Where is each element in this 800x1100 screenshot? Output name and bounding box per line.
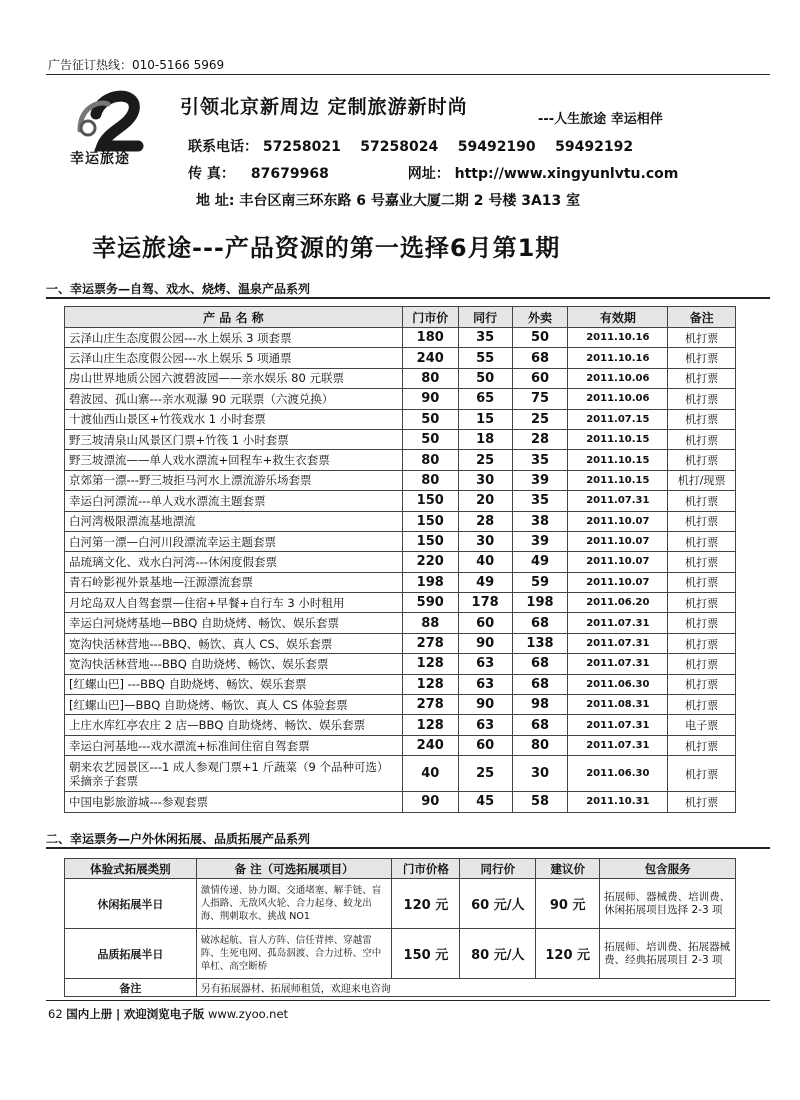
suggest-price-cell: 120 元 [536, 929, 600, 979]
valid-date-cell: 2011.10.31 [568, 792, 668, 812]
table-row [65, 695, 736, 715]
retail-price-cell: 150 [402, 491, 458, 511]
note-cell: 机打票 [668, 695, 736, 715]
table-row [65, 715, 736, 735]
fax-label: 传 真： [188, 166, 235, 182]
trade-price-cell: 60 [458, 613, 512, 633]
note-cell: 机打票 [668, 633, 736, 653]
table-row [65, 572, 736, 592]
contact-address [196, 190, 580, 210]
phone-numbers: 57258021 57258024 59492190 59492192 [262, 139, 634, 155]
sale-price-cell: 68 [512, 348, 568, 368]
trade-price-cell: 50 [458, 368, 512, 388]
product-name-cell: 十渡仙西山景区+竹筏戏水 1 小时套票 [65, 409, 403, 429]
sale-price-cell: 39 [512, 531, 568, 551]
product-name-cell: 房山世界地质公园六渡碧波园——亲水娱乐 80 元联票 [65, 368, 403, 388]
valid-date-cell: 2011.07.31 [568, 715, 668, 735]
product-name-cell: 白河湾极限漂流基地漂流 [65, 511, 403, 531]
retail-price-cell: 50 [402, 429, 458, 449]
table-row [65, 654, 736, 674]
trade-price-cell: 40 [458, 552, 512, 572]
valid-date-cell: 2011.07.15 [568, 409, 668, 429]
retail-price-cell: 90 [402, 389, 458, 409]
trade-price-cell: 65 [458, 389, 512, 409]
note-cell: 机打票 [668, 613, 736, 633]
product-table [64, 306, 736, 813]
section2-divider [46, 847, 770, 849]
valid-date-cell: 2011.10.07 [568, 511, 668, 531]
section1-divider [46, 297, 770, 299]
retail-price-cell: 198 [402, 572, 458, 592]
product-name-cell: 品琉璃文化、戏水白河湾---休闲度假套票 [65, 552, 403, 572]
trade-price-cell: 55 [458, 348, 512, 368]
sale-price-cell: 68 [512, 674, 568, 694]
retail-price-cell: 80 [402, 470, 458, 490]
sale-price-cell: 35 [512, 491, 568, 511]
note-cell: 机打/现票 [668, 470, 736, 490]
retail-price-cell: 50 [402, 409, 458, 429]
table-row [65, 879, 736, 929]
retail-price-cell: 128 [402, 654, 458, 674]
product-name-cell: 野三坡清泉山风景区门票+竹筏 1 小时套票 [65, 429, 403, 449]
table-row [65, 792, 736, 812]
valid-date-cell: 2011.10.16 [568, 328, 668, 348]
trade-price-cell: 25 [458, 450, 512, 470]
valid-date-cell: 2011.07.31 [568, 654, 668, 674]
logo-text: 幸运旅途 [70, 151, 130, 167]
valid-date-cell: 2011.10.15 [568, 429, 668, 449]
top-divider [46, 74, 770, 75]
product-name-cell: 上庄水库红亭农庄 2 店—BBQ 自助烧烤、畅饮、娱乐套票 [65, 715, 403, 735]
table-row [65, 409, 736, 429]
sale-price-cell: 50 [512, 328, 568, 348]
retail-price-cell: 278 [402, 695, 458, 715]
note-cell: 电子票 [668, 715, 736, 735]
valid-date-cell: 2011.08.31 [568, 695, 668, 715]
product-name-cell: 京郊第一漂---野三坡拒马河水上漂流游乐场套票 [65, 470, 403, 490]
page-number: 62 [48, 1007, 63, 1021]
remark-text: 另有拓展器材、拓展师租赁，欢迎来电咨询 [196, 979, 735, 997]
product-name-cell: [红螺山巴]—BBQ 自助烧烤、畅饮、真人 CS 体验套票 [65, 695, 403, 715]
trade-price-cell: 35 [458, 328, 512, 348]
table-row [65, 328, 736, 348]
remark-row [65, 979, 736, 997]
col-header: 同行 [458, 307, 512, 328]
valid-date-cell: 2011.07.31 [568, 735, 668, 755]
table-header-row [65, 859, 736, 879]
trade-price-cell: 63 [458, 654, 512, 674]
retail-price-cell: 220 [402, 552, 458, 572]
valid-date-cell: 2011.06.30 [568, 756, 668, 792]
product-name-cell: 青石岭影视外景基地—汪源漂流套票 [65, 572, 403, 592]
col-header: 门市价格 [392, 859, 460, 879]
retail-price-cell: 40 [402, 756, 458, 792]
trade-price-cell: 30 [458, 531, 512, 551]
col-header: 同行价 [460, 859, 536, 879]
table-header-row [65, 307, 736, 328]
product-name-cell: 中国电影旅游城---参观套票 [65, 792, 403, 812]
trade-price-cell: 49 [458, 572, 512, 592]
table-row [65, 593, 736, 613]
expansion-table [64, 858, 736, 997]
table-row [65, 368, 736, 388]
product-name-cell: 月坨岛双人自驾套票—住宿+早餐+自行车 3 小时租用 [65, 593, 403, 613]
ad-hotline: 广告征订热线：010-5166 5969 [48, 58, 225, 72]
trade-price-cell: 63 [458, 715, 512, 735]
web-label: 网址： [407, 166, 450, 182]
note-cell: 机打票 [668, 792, 736, 812]
note-cell: 机打票 [668, 328, 736, 348]
section2-title: 二、幸运票务—户外休闲拓展、品质拓展产品系列 [46, 832, 311, 846]
note-cell: 机打票 [668, 531, 736, 551]
note-cell: 机打票 [668, 389, 736, 409]
product-name-cell: [红螺山巴] ---BBQ 自助烧烤、畅饮、娱乐套票 [65, 674, 403, 694]
col-header: 有效期 [568, 307, 668, 328]
retail-price-cell: 80 [402, 450, 458, 470]
note-cell: 机打票 [668, 572, 736, 592]
col-header: 产 品 名 称 [65, 307, 403, 328]
note-cell: 机打票 [668, 491, 736, 511]
col-header: 备注 [668, 307, 736, 328]
sale-price-cell: 80 [512, 735, 568, 755]
note-cell: 机打票 [668, 674, 736, 694]
footer-site-link[interactable]: www.zyoo.net [207, 1007, 289, 1021]
contact-fax-web [188, 163, 678, 183]
trade-price-cell: 20 [458, 491, 512, 511]
service-cell: 拓展师、器械费、培训费、休闲拓展项目选择 2-3 项 [600, 879, 736, 929]
trade-price-cell: 15 [458, 409, 512, 429]
trade-price-cell: 178 [458, 593, 512, 613]
sale-price-cell: 25 [512, 409, 568, 429]
items-cell: 破冰起航、盲人方阵、信任背摔、穿越雷阵、生死电网、孤岛泅渡、合力过桥、空中单杠、高空断桥 [196, 929, 392, 979]
product-name-cell: 云泽山庄生态度假公园---水上娱乐 3 项套票 [65, 328, 403, 348]
trade-price-cell: 18 [458, 429, 512, 449]
trade-price-cell: 63 [458, 674, 512, 694]
table-row [65, 389, 736, 409]
table-row [65, 929, 736, 979]
suggest-price-cell: 90 元 [536, 879, 600, 929]
trade-price-cell: 60 元/人 [460, 879, 536, 929]
motto: ---人生旅途 幸运相伴 [538, 112, 663, 127]
col-header: 门市价 [402, 307, 458, 328]
fax-number: 87679968 [250, 166, 329, 182]
table-row [65, 674, 736, 694]
trade-price-cell: 80 元/人 [460, 929, 536, 979]
valid-date-cell: 2011.10.06 [568, 368, 668, 388]
col-header: 体验式拓展类别 [65, 859, 197, 879]
trade-price-cell: 30 [458, 470, 512, 490]
note-cell: 机打票 [668, 348, 736, 368]
note-cell: 机打票 [668, 429, 736, 449]
note-cell: 机打票 [668, 593, 736, 613]
category-cell: 品质拓展半日 [65, 929, 197, 979]
book-name: 国内上册 [66, 1007, 113, 1021]
sale-price-cell: 28 [512, 429, 568, 449]
retail-price-cell: 150 [402, 531, 458, 551]
product-name-cell: 幸运白河基地---戏水漂流+标准间住宿自驾套票 [65, 735, 403, 755]
table-row [65, 491, 736, 511]
note-cell: 机打票 [668, 654, 736, 674]
sale-price-cell: 98 [512, 695, 568, 715]
phone-label: 联系电话： [188, 139, 258, 155]
col-header: 建议价 [536, 859, 600, 879]
product-name-cell: 宽沟快活林营地---BBQ、畅饮、真人 CS、娱乐套票 [65, 633, 403, 653]
table-row [65, 511, 736, 531]
slogan: 引领北京新周边 定制旅游新时尚 [180, 96, 468, 118]
table-row [65, 470, 736, 490]
service-cell: 拓展师、培训费、拓展器械费、经典拓展项目 2-3 项 [600, 929, 736, 979]
page-footer [48, 1006, 288, 1022]
product-name-cell: 幸运白河漂流---单人戏水漂流主题套票 [65, 491, 403, 511]
valid-date-cell: 2011.10.15 [568, 470, 668, 490]
product-name-cell: 朝来农艺园景区---1 成人参观门票+1 斤蔬菜（9 个品种可选）采摘亲子套票 [65, 756, 403, 792]
sale-price-cell: 138 [512, 633, 568, 653]
contact-phones [188, 136, 633, 156]
valid-date-cell: 2011.06.30 [568, 674, 668, 694]
footer-separator: | [115, 1007, 121, 1021]
valid-date-cell: 2011.10.07 [568, 531, 668, 551]
remark-label: 备注 [65, 979, 197, 997]
note-cell: 机打票 [668, 735, 736, 755]
col-header: 外卖 [512, 307, 568, 328]
col-header: 备 注（可选拓展项目） [196, 859, 392, 879]
product-name-cell: 宽沟快活林营地---BBQ 自助烧烤、畅饮、娱乐套票 [65, 654, 403, 674]
retail-price-cell: 150 元 [392, 929, 460, 979]
product-name-cell: 幸运白河烧烤基地—BBQ 自助烧烤、畅饮、娱乐套票 [65, 613, 403, 633]
note-cell: 机打票 [668, 511, 736, 531]
trade-price-cell: 90 [458, 695, 512, 715]
retail-price-cell: 240 [402, 735, 458, 755]
valid-date-cell: 2011.10.07 [568, 572, 668, 592]
retail-price-cell: 590 [402, 593, 458, 613]
valid-date-cell: 2011.10.06 [568, 389, 668, 409]
sale-price-cell: 68 [512, 613, 568, 633]
sale-price-cell: 75 [512, 389, 568, 409]
sale-price-cell: 49 [512, 552, 568, 572]
trade-price-cell: 28 [458, 511, 512, 531]
trade-price-cell: 60 [458, 735, 512, 755]
sale-price-cell: 59 [512, 572, 568, 592]
table-row [65, 348, 736, 368]
trade-price-cell: 25 [458, 756, 512, 792]
trade-price-cell: 90 [458, 633, 512, 653]
sale-price-cell: 198 [512, 593, 568, 613]
table-row [65, 613, 736, 633]
retail-price-cell: 240 [402, 348, 458, 368]
retail-price-cell: 180 [402, 328, 458, 348]
product-name-cell: 白河第一漂—白河川段漂流幸运主题套票 [65, 531, 403, 551]
table-row [65, 633, 736, 653]
note-cell: 机打票 [668, 409, 736, 429]
note-cell: 机打票 [668, 368, 736, 388]
col-header: 包含服务 [600, 859, 736, 879]
note-cell: 机打票 [668, 552, 736, 572]
web-link[interactable]: http://www.xingyunlvtu.com [454, 166, 679, 182]
retail-price-cell: 278 [402, 633, 458, 653]
table-row [65, 450, 736, 470]
category-cell: 休闲拓展半日 [65, 879, 197, 929]
sale-price-cell: 35 [512, 450, 568, 470]
product-name-cell: 碧波园、孤山寨---亲水观瀑 90 元联票（六渡兑换） [65, 389, 403, 409]
footer-promo: 欢迎浏览电子版 [123, 1007, 205, 1021]
valid-date-cell: 2011.10.07 [568, 552, 668, 572]
retail-price-cell: 90 [402, 792, 458, 812]
valid-date-cell: 2011.07.31 [568, 491, 668, 511]
page-title: 幸运旅途---产品资源的第一选择6月第1期 [92, 234, 561, 262]
address-text: 丰台区南三环东路 6 号嘉业大厦二期 2 号楼 3A13 室 [239, 193, 581, 209]
valid-date-cell: 2011.10.15 [568, 450, 668, 470]
retail-price-cell: 128 [402, 674, 458, 694]
product-name-cell: 野三坡漂流——单人戏水漂流+回程车+救生衣套票 [65, 450, 403, 470]
valid-date-cell: 2011.07.31 [568, 633, 668, 653]
retail-price-cell: 150 [402, 511, 458, 531]
retail-price-cell: 88 [402, 613, 458, 633]
sale-price-cell: 39 [512, 470, 568, 490]
retail-price-cell: 128 [402, 715, 458, 735]
address-label: 地 址: [196, 193, 235, 209]
sale-price-cell: 60 [512, 368, 568, 388]
bottom-divider [46, 1000, 770, 1001]
note-cell: 机打票 [668, 450, 736, 470]
section1-title: 一、幸运票务—自驾、戏水、烧烤、温泉产品系列 [46, 282, 311, 296]
valid-date-cell: 2011.10.16 [568, 348, 668, 368]
table-row [65, 735, 736, 755]
items-cell: 激情传递、协力圈、交通堵塞、解手链、盲人指路、无敌风火轮、合力起身、蛟龙出海、荆刺取水、挑战 NO1 [196, 879, 392, 929]
table-row [65, 531, 736, 551]
product-name-cell: 云泽山庄生态度假公园---水上娱乐 5 项通票 [65, 348, 403, 368]
sale-price-cell: 68 [512, 654, 568, 674]
trade-price-cell: 45 [458, 792, 512, 812]
sale-price-cell: 58 [512, 792, 568, 812]
table-row [65, 552, 736, 572]
table-row [65, 429, 736, 449]
retail-price-cell: 80 [402, 368, 458, 388]
note-cell: 机打票 [668, 756, 736, 792]
sale-price-cell: 68 [512, 715, 568, 735]
valid-date-cell: 2011.06.20 [568, 593, 668, 613]
sale-price-cell: 38 [512, 511, 568, 531]
retail-price-cell: 120 元 [392, 879, 460, 929]
sale-price-cell: 30 [512, 756, 568, 792]
valid-date-cell: 2011.07.31 [568, 613, 668, 633]
table-row [65, 756, 736, 792]
